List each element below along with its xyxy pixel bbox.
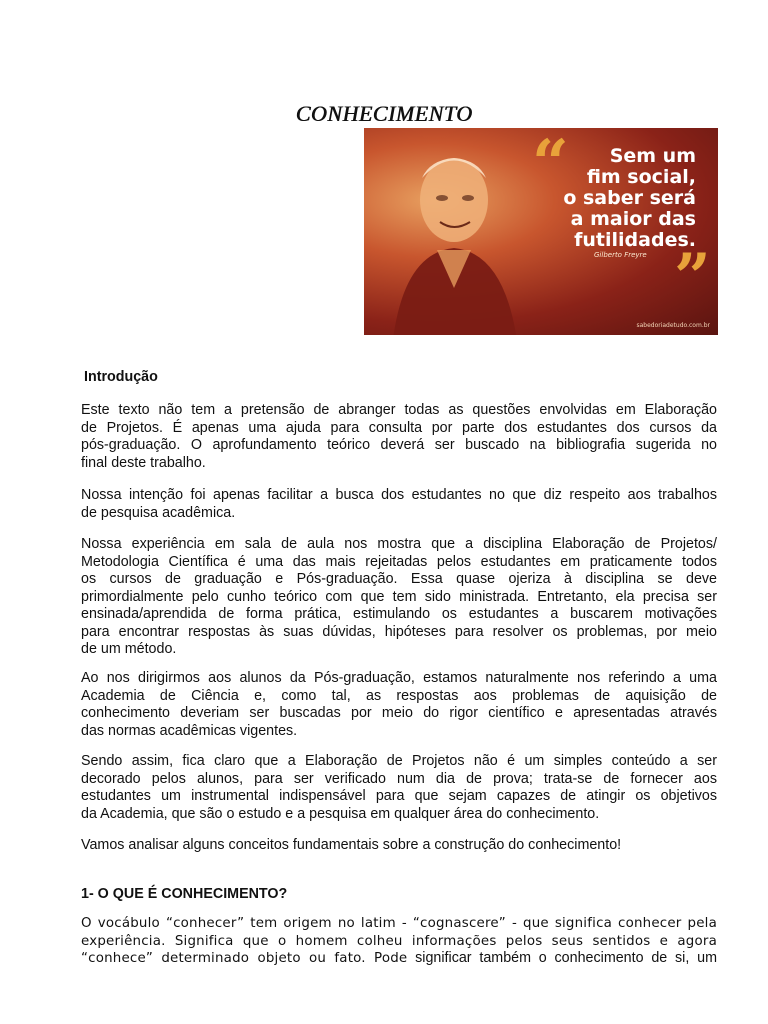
text-line: conhecimento deveriam ser buscadas por meio do rigor científico e apresentadas através	[81, 705, 717, 721]
quote-line: o saber será	[563, 187, 696, 209]
text-line: os cursos de graduação e Pós-graduação. Essa quase ojeriza à disciplina se deve	[81, 571, 717, 587]
text-line: das normas acadêmicas vigentes.	[81, 722, 298, 739]
text-line: Ao nos dirigirmos aos alunos da Pós-graduação, estamos naturalmente nos referindo a uma	[81, 670, 717, 686]
text-line: final deste trabalho.	[81, 454, 206, 471]
open-quote-icon: “	[532, 128, 569, 201]
paragraph-4	[81, 670, 717, 740]
text-line: para encontrar respostas às suas dúvidas, hipóteses para resolver os problemas, por meio	[81, 623, 717, 640]
text-line: da Academia, que são o estudo e a pesquisa em qualquer área do conhecimento.	[81, 805, 600, 822]
text-segment: significar também o conhecimento de si, um	[407, 950, 717, 966]
text-line: Sendo assim, fica claro que a Elaboração de Projetos não é um simples conteúdo a ser	[81, 753, 717, 769]
paragraph-5	[81, 753, 717, 823]
text-line: Nossa intenção foi apenas facilitar a busca dos estudantes no que diz respeito aos trabalhos	[81, 487, 717, 503]
paragraph-6	[81, 837, 717, 855]
document-title: CONHECIMENTO	[295, 101, 473, 126]
intro-heading: Introdução	[84, 369, 158, 385]
paragraph-1	[81, 402, 717, 472]
paragraph-2	[81, 487, 717, 522]
paragraph-3	[81, 536, 717, 659]
close-quote-icon: ”	[674, 240, 711, 315]
text-line: primordialmente pelo cunho teórico com que tem sido ministrada. Entretanto, ela precisa ser	[81, 588, 717, 605]
image-watermark: sabedoriadetudo.com.br	[636, 322, 710, 329]
text-segment: “conhece” determinado objeto ou fato. Pode	[81, 951, 408, 966]
text-line: de pesquisa acadêmica.	[81, 504, 236, 521]
quote-line: fim social,	[586, 166, 696, 188]
text-line: pós-graduação. O aprofundamento teórico deverá ser buscado na bibliografia sugerida no	[81, 437, 717, 453]
text-line: decorado pelos alunos, para ser verificado num dia de prova; trata-se de fornecer aos	[81, 770, 717, 787]
quote-line: a maior das	[570, 208, 696, 230]
text-line: ensinada/aprendida de forma prática, estimulando os estudantes a buscarem motivações	[81, 606, 717, 622]
text-line: O vocábulo “conhecer” tem origem no latim - “cognascere” - que significa conhecer pela	[81, 916, 717, 931]
text-line: experiência. Significa que o homem colheu informações pelos seus sentidos e agora	[81, 933, 717, 949]
text-line: Nossa experiência em sala de aula nos mostra que a disciplina Elaboração de Projetos/	[81, 536, 717, 552]
text-line: Vamos analisar alguns conceitos fundamentais sobre a construção do conhecimento!	[81, 837, 622, 853]
text-line: de Projetos. É apenas uma ajuda para consulta por parte dos estudantes dos cursos da	[81, 419, 717, 436]
text-line: de um método.	[81, 641, 177, 657]
text-line: Metodologia Científica é uma das mais rejeitadas pelos estudantes em praticamente todos	[81, 553, 717, 570]
text-line: Este texto não tem a pretensão de abranger todas as questões envolvidas em Elaboração	[81, 402, 717, 418]
section-1-paragraph	[81, 915, 717, 968]
quote-line: Sem um	[609, 145, 696, 167]
text-line	[81, 950, 717, 968]
text-line: estudantes um instrumental indispensável para que sejam capazes de atingir os objetivos	[81, 788, 717, 804]
quote-text	[526, 146, 696, 251]
quote-image	[364, 128, 718, 335]
quote-line: futilidades.	[574, 229, 696, 251]
section-1-heading: 1- O QUE É CONHECIMENTO?	[81, 886, 288, 902]
text-line: Academia de Ciência e, como tal, as respostas aos problemas de aquisição de	[81, 687, 717, 704]
quote-author: Gilberto Freyre	[594, 251, 647, 259]
portrait-figure	[382, 138, 522, 335]
